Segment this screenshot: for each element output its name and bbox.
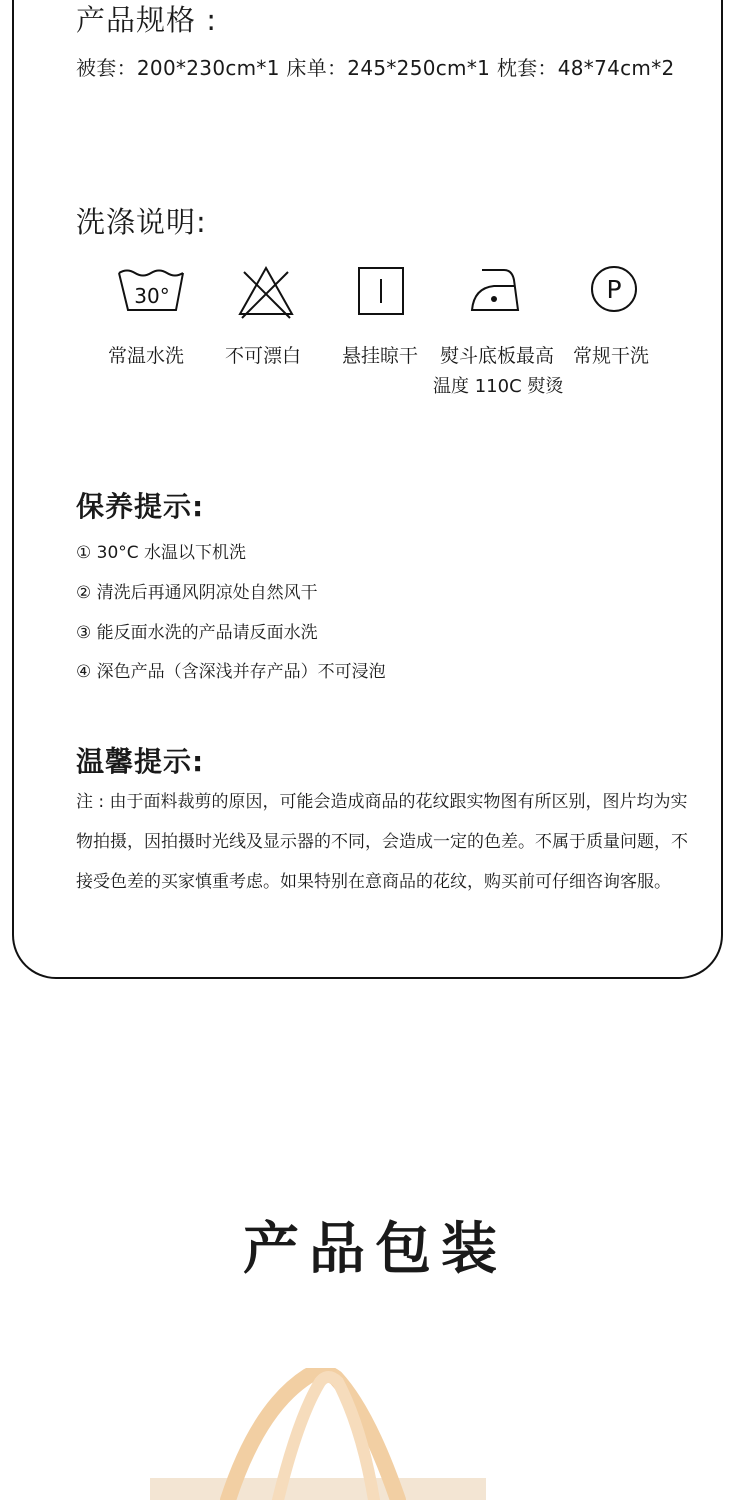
dry-clean-p-icon xyxy=(589,264,639,314)
care-tip: ④ 深色产品（含深浅并存产品）不可浸泡 xyxy=(76,662,386,682)
notice-heading: 温馨提示: xyxy=(76,745,205,778)
care-label-iron: 熨斗底板最高 xyxy=(440,345,555,367)
notice-text: 注 : 由于面料裁剪的原因，可能会造成商品的花纹跟实物图有所区别，图片均为实物拍摄，因拍摄时光线及显示器的不同，会造成一定的色差。不属于质量问题，不接受色差的买家慎重考虑。如果特别在意商品的花纹，购买前可仔细咨询客服。 xyxy=(76,792,688,892)
gift-bag-image xyxy=(148,1368,488,1500)
wash-temp-text: 30° xyxy=(134,284,170,308)
care-label-dry-clean: 常规干洗 xyxy=(573,345,650,367)
spec-heading: 产品规格 : xyxy=(76,3,217,37)
care-tip: ② 清洗后再通风阴凉处自然风干 xyxy=(76,583,318,603)
packaging-title: 产品包装 xyxy=(243,1217,507,1282)
iron-low-icon xyxy=(468,264,522,314)
dry-clean-letter: P xyxy=(606,275,622,304)
care-label-line-dry: 悬挂晾干 xyxy=(342,345,419,367)
care-label-wash: 常温水洗 xyxy=(108,345,185,367)
care-tip: ① 30°C 水温以下机洗 xyxy=(76,543,247,563)
spec-line: 被套：200*230cm*1 床单：245*250cm*1 枕套：48*74cm*2 xyxy=(76,56,675,80)
care-tip: ③ 能反面水洗的产品请反面水洗 xyxy=(76,623,318,643)
care-heading: 保养提示: xyxy=(76,490,205,523)
wash-30-icon xyxy=(116,266,188,316)
line-dry-icon xyxy=(356,265,406,317)
no-bleach-icon xyxy=(236,264,296,320)
care-label-no-bleach: 不可漂白 xyxy=(225,345,302,367)
washing-heading: 洗涤说明: xyxy=(76,205,207,239)
care-label-iron-line2: 温度 110C 熨烫 xyxy=(433,376,564,397)
